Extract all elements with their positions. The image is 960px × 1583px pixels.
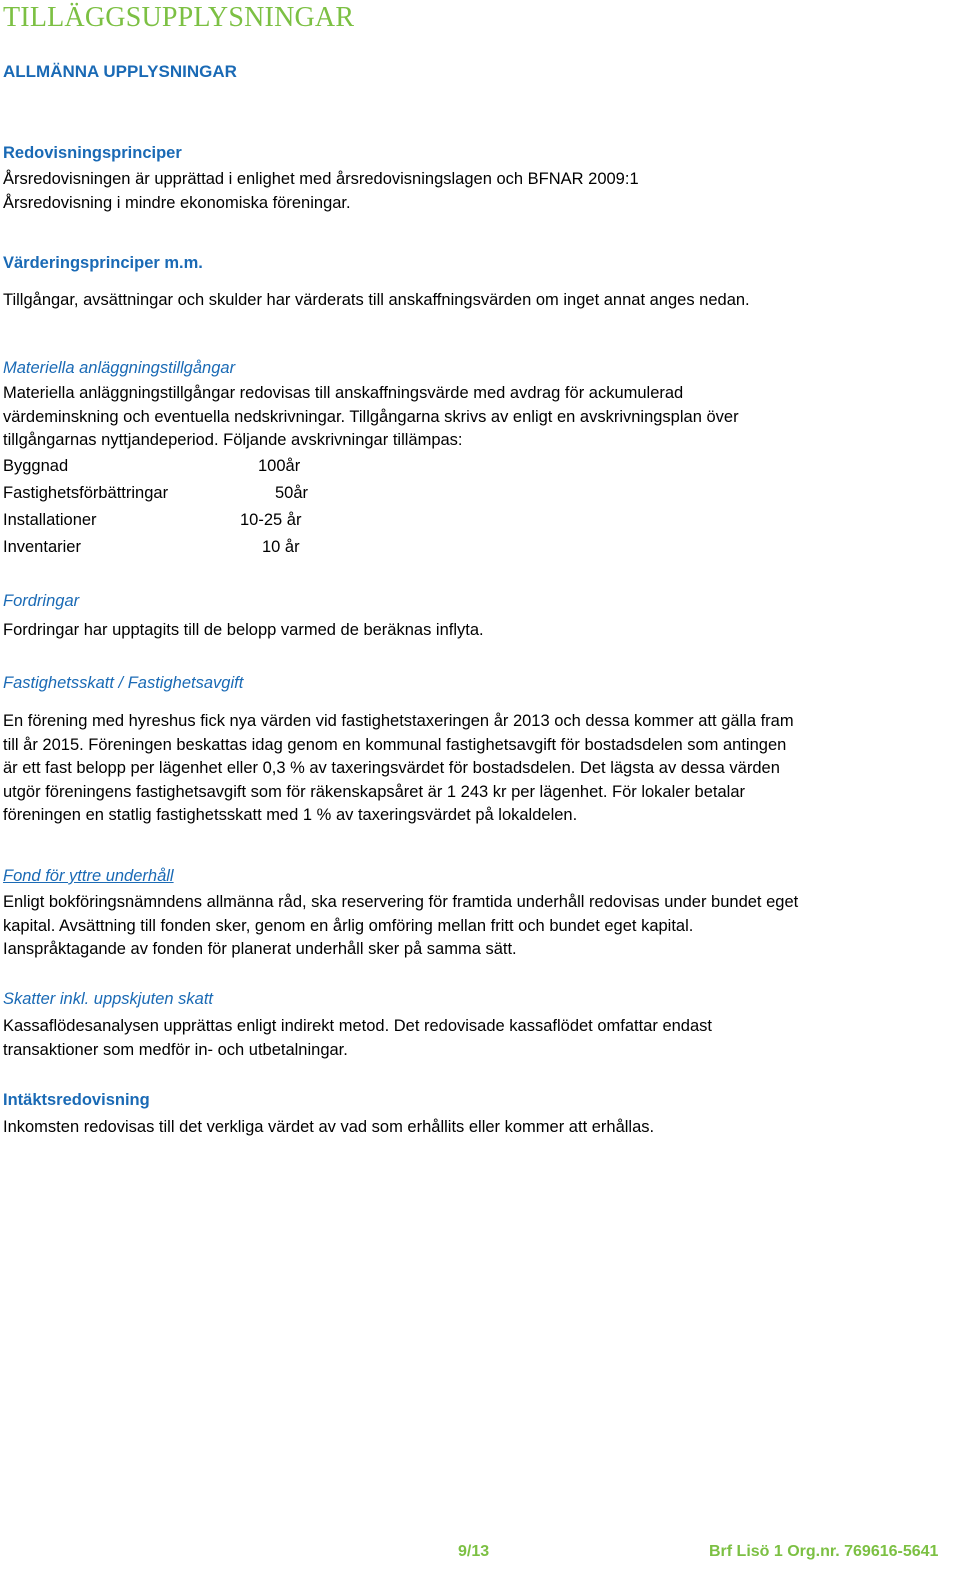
paragraph-materiella: Materiella anläggningstillgångar redovisas till anskaffningsvärde med avdrag för ackumulerad värdeminskning och eventuella nedskrivningar. Tillgångarna skrivs av enligt en avskrivningsplan över tillgångarnas nyttjandeperiod. Följande avskrivningar tillämpas:: [3, 384, 739, 450]
paragraph-redovisningsprinciper: Årsredovisningen är upprättad i enlighet med årsredovisningslagen och BFNAR 2009:1 Årsredovisning i mindre ekonomiska föreningar.: [3, 170, 639, 212]
paragraph-intaktsredovisning: Inkomsten redovisas till det verkliga värdet av vad som erhållits eller kommer att erhållas.: [3, 1118, 655, 1136]
heading-redovisningsprinciper: Redovisningsprinciper: [3, 144, 182, 162]
section-subtitle: ALLMÄNNA UPPLYSNINGAR: [3, 62, 237, 81]
paragraph-fastighetsskatt: En förening med hyreshus fick nya värden vid fastighetstaxeringen år 2013 och dessa kommer att gälla fram till år 2015. Föreningen beskattas idag genom en kommunal fastighetsavgift för bostadsdelen som antingen är ett fast belopp per lägenhet eller 0,3 % av taxeringsvärdet för bostadsdelen. Det lägsta av dessa värden utgör föreningens fastighetsavgift som för räkenskapsåret är 1 243 kr per lägenhet. För lokaler betalar föreningen en statlig fastighetsskatt med 1 % av taxeringsvärdet på lokaldelen.: [3, 712, 794, 825]
depreciation-value: 50år: [275, 484, 309, 502]
depreciation-label: Inventarier: [3, 538, 81, 556]
paragraph-fond: Enligt bokföringsnämndens allmänna råd, ska reservering för framtida underhåll redovisas under bundet eget kapital. Avsättning till fonden sker, genom en årlig omföring mellan fritt och bundet eget kapital. Ianspråktagande av fonden för planerat underhåll sker på samma sätt.: [3, 893, 799, 959]
heading-varderingsprinciper: Värderingsprinciper m.m.: [3, 254, 203, 272]
depreciation-label: Byggnad: [3, 457, 69, 475]
heading-fastighetsskatt: Fastighetsskatt / Fastighetsavgift: [3, 674, 244, 692]
paragraph-fordringar: Fordringar har upptagits till de belopp varmed de beräknas inflyta.: [3, 621, 484, 639]
page-number: 9/13: [458, 1543, 490, 1560]
footer-org: Brf Lisö 1 Org.nr. 769616-5641: [709, 1543, 939, 1560]
heading-materiella: Materiella anläggningstillgångar: [3, 359, 236, 377]
depreciation-label: Installationer: [3, 511, 97, 529]
paragraph-skatter: Kassaflödesanalysen upprättas enligt indirekt metod. Det redovisade kassaflödet omfattar endast transaktioner som medför in- och utbetalningar.: [3, 1017, 712, 1059]
paragraph-varderingsprinciper: Tillgångar, avsättningar och skulder har värderats till anskaffningsvärden om inget annat anges nedan.: [3, 291, 750, 309]
depreciation-value: 10-25 år: [240, 511, 302, 529]
heading-fordringar: Fordringar: [3, 592, 80, 610]
depreciation-value: 10 år: [262, 538, 300, 556]
depreciation-value: 100år: [258, 457, 301, 475]
heading-skatter: Skatter inkl. uppskjuten skatt: [3, 990, 214, 1008]
depreciation-label: Fastighetsförbättringar: [3, 484, 169, 502]
heading-fond: Fond för yttre underhåll: [3, 867, 174, 885]
page-title: TILLÄGGSUPPLYSNINGAR: [3, 2, 355, 33]
heading-intaktsredovisning: Intäktsredovisning: [3, 1091, 150, 1109]
